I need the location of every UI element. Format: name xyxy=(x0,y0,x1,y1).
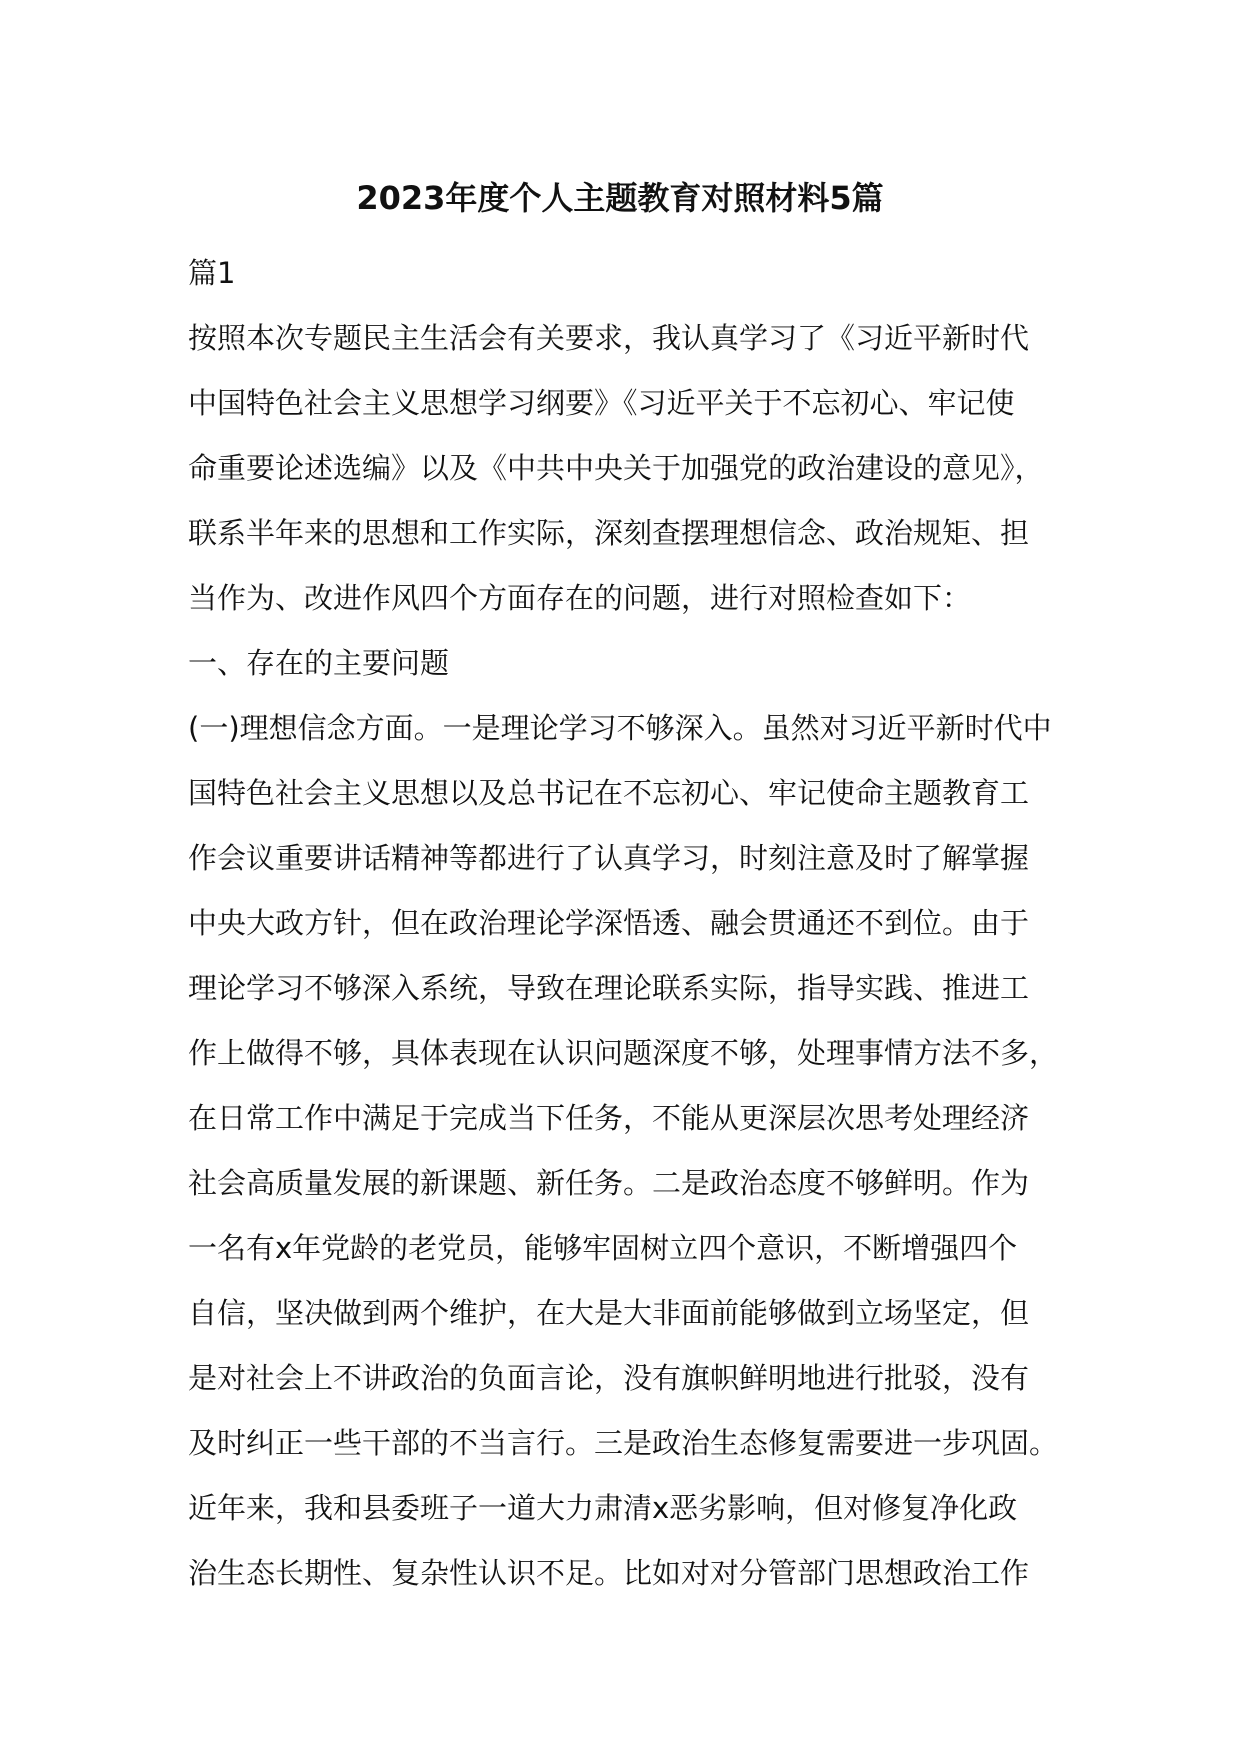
body-line: 是对社会上不讲政治的负面言论，没有旗帜鲜明地进行批驳，没有 xyxy=(188,1361,1030,1395)
body-line: 及时纠正一些干部的不当言行。三是政治生态修复需要进一步巩固。 xyxy=(188,1426,1059,1460)
body-line: 当作为、改进作风四个方面存在的问题，进行对照检查如下： xyxy=(188,581,972,615)
body-line: 联系半年来的思想和工作实际，深刻查摆理想信念、政治规矩、担 xyxy=(188,516,1030,550)
document-title: 2023年度个人主题教育对照材料5篇 xyxy=(356,179,884,217)
body-line: 作会议重要讲话精神等都进行了认真学习，时刻注意及时了解掌握 xyxy=(188,841,1030,875)
document-body xyxy=(188,241,1088,1606)
body-line: 中央大政方针，但在政治理论学深悟透、融会贯通还不到位。由于 xyxy=(188,906,1030,940)
section-label: 篇1 xyxy=(188,256,236,290)
body-line: 中国特色社会主义思想学习纲要》《习近平关于不忘初心、牢记使 xyxy=(188,386,1015,420)
body-line: 自信，坚决做到两个维护，在大是大非面前能够做到立场坚定，但 xyxy=(188,1296,1030,1330)
body-line: 一、存在的主要问题 xyxy=(188,646,450,680)
body-line: 按照本次专题民主生活会有关要求，我认真学习了《习近平新时代 xyxy=(188,321,1030,355)
body-line: 近年来，我和县委班子一道大力肃清x恶劣影响，但对修复净化政 xyxy=(188,1491,1018,1525)
body-line: 一名有x年党龄的老党员，能够牢固树立四个意识，不断增强四个 xyxy=(188,1231,1018,1265)
body-line: 理论学习不够深入系统，导致在理论联系实际，指导实践、推进工 xyxy=(188,971,1030,1005)
body-line: 社会高质量发展的新课题、新任务。二是政治态度不够鲜明。作为 xyxy=(188,1166,1030,1200)
body-line: 命重要论述选编》以及《中共中央关于加强党的政治建设的意见》， xyxy=(188,451,1044,485)
body-line: 治生态长期性、复杂性认识不足。比如对对分管部门思想政治工作 xyxy=(188,1556,1030,1590)
body-line: 国特色社会主义思想以及总书记在不忘初心、牢记使命主题教育工 xyxy=(188,776,1030,810)
body-line: 作上做得不够，具体表现在认识问题深度不够，处理事情方法不多， xyxy=(188,1036,1059,1070)
body-line: 在日常工作中满足于完成当下任务，不能从更深层次思考处理经济 xyxy=(188,1101,1030,1135)
body-line: (一)理想信念方面。一是理论学习不够深入。虽然对习近平新时代中 xyxy=(188,711,1052,745)
